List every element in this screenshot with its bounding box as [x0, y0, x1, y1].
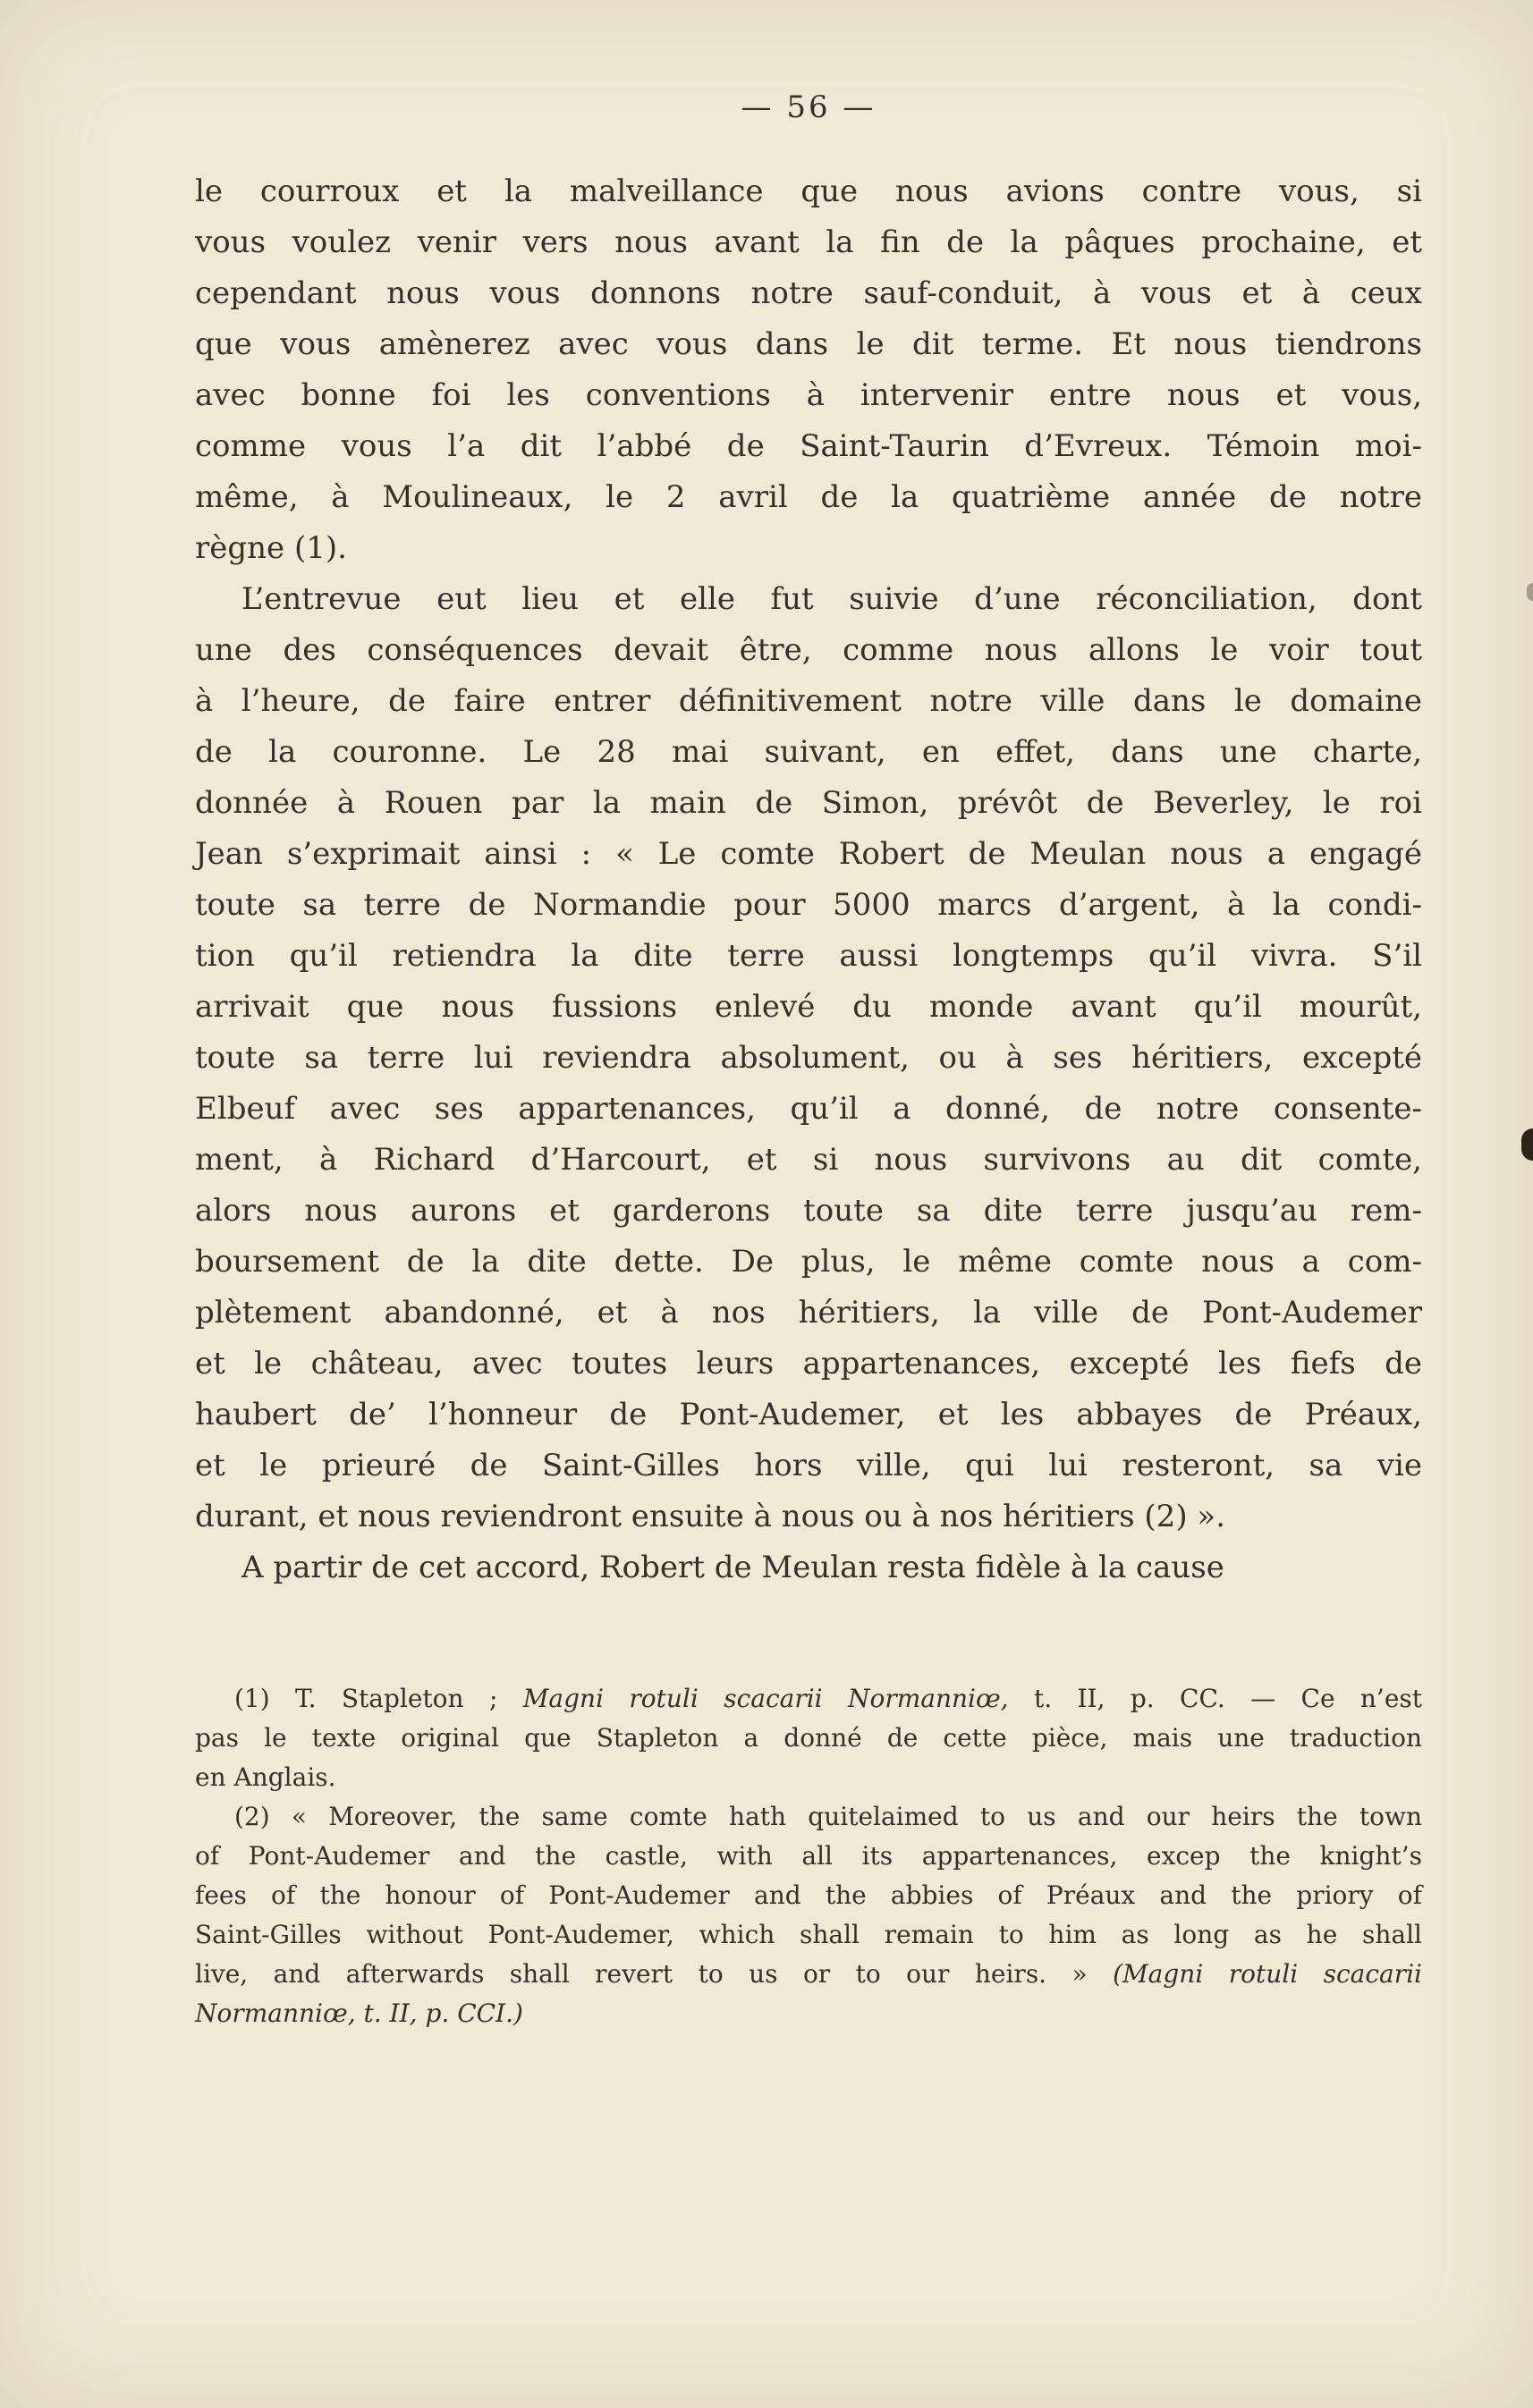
footnote-text: (1) T. Stapleton ; [234, 1684, 523, 1713]
body-line: arrivait que nous fussions enlevé du monde avant qu’il mourût, [195, 989, 1422, 1025]
footnote-text: t. II, p. CC. — Ce n’est [1008, 1684, 1423, 1713]
footnote-text: pas le texte original que Stapleton a donné de cette pièce, mais une traduction [195, 1723, 1422, 1753]
body-line: cependant nous vous donnons notre sauf-conduit, à vous et à ceux [195, 275, 1422, 311]
body-line: comme vous l’a dit l’abbé de Saint-Taurin d’Evreux. Témoin moi- [195, 428, 1422, 464]
footnote-line [195, 1758, 1422, 1797]
paragraph [195, 166, 1422, 574]
footnote [195, 1797, 1422, 2033]
body-line: une des conséquences devait être, comme nous allons le voir tout [195, 632, 1422, 668]
footnotes [195, 1679, 1422, 2033]
footnote-text: en Anglais. [195, 1762, 336, 1792]
scan-artifact [1527, 583, 1533, 601]
footnote-text: (2) « Moreover, the same comte hath quitelaimed to us and our heirs the town [234, 1802, 1422, 1831]
body-line: A partir de cet accord, Robert de Meulan resta fidèle à la cause [241, 1550, 1224, 1585]
footnote-text: Saint-Gilles without Pont-Audemer, which shall remain to him as long as he shall [195, 1920, 1422, 1949]
body-line: L’entrevue eut lieu et elle fut suivie d’une réconciliation, dont [241, 581, 1422, 617]
body-line: toute sa terre lui reviendra absolument, ou à ses héritiers, excepté [195, 1040, 1422, 1076]
body-line: plètement abandonné, et à nos héritiers, la ville de Pont-Audemer [195, 1295, 1422, 1331]
footnote-line [195, 1994, 1422, 2033]
footnote-italic-text: Normanniœ, [195, 1998, 356, 2028]
body-line: Jean s’exprimait ainsi : « Le comte Robert de Meulan nous a engagé [195, 836, 1422, 872]
body-line: même, à Moulineaux, le 2 avril de la quatrième année de notre [195, 479, 1422, 515]
footnote [195, 1679, 1422, 1797]
body-line: vous voulez venir vers nous avant la fin de la pâques prochaine, et [195, 224, 1422, 260]
body-line: avec bonne foi les conventions à intervenir entre nous et vous, [195, 377, 1422, 413]
body-line: Elbeuf avec ses appartenances, qu’il a donné, de notre consente- [195, 1091, 1422, 1127]
body-line: boursement de la dite dette. De plus, le même comte nous a com- [195, 1244, 1422, 1280]
body-line: ment, à Richard d’Harcourt, et si nous survivons au dit comte, [195, 1142, 1422, 1178]
body-line: alors nous aurons et garderons toute sa dite terre jusqu’au rem- [195, 1193, 1422, 1229]
footnote-italic-text: (Magni rotuli scacarii [1113, 1959, 1422, 1989]
body-line: haubert de’ l’honneur de Pont-Audemer, et les abbayes de Préaux, [195, 1397, 1422, 1432]
page-number: — 56 — [741, 89, 877, 125]
footnote-line [195, 1797, 1422, 1837]
body-line: de la couronne. Le 28 mai suivant, en effet, dans une charte, [195, 734, 1422, 770]
footnote-line [195, 1955, 1422, 1994]
footnote-line [195, 1837, 1422, 1876]
body-line: toute sa terre de Normandie pour 5000 marcs d’argent, à la condi- [195, 887, 1422, 923]
body-line: durant, et nous reviendront ensuite à nous ou à nos héritiers (2) ». [195, 1499, 1225, 1534]
body-line: à l’heure, de faire entrer définitivement notre ville dans le domaine [195, 683, 1422, 719]
body-text [195, 166, 1422, 1593]
footnote-text: live, and afterwards shall revert to us or to our heirs. » [195, 1959, 1114, 1989]
footnote-line [195, 1679, 1422, 1719]
footnote-line [195, 1915, 1422, 1955]
body-line: et le prieuré de Saint-Gilles hors ville, qui lui resteront, sa vie [195, 1448, 1422, 1483]
paragraph [195, 574, 1422, 1542]
footnote-text: fees of the honour of Pont-Audemer and the abbies of Préaux and the priory of [195, 1880, 1422, 1910]
body-line: tion qu’il retiendra la dite terre aussi longtemps qu’il vivra. S’il [195, 938, 1422, 974]
footnote-line [195, 1719, 1422, 1758]
scan-artifact [1521, 1128, 1533, 1161]
body-line: donnée à Rouen par la main de Simon, prévôt de Beverley, le roi [195, 785, 1422, 821]
footnote-line [195, 1876, 1422, 1915]
footnote-italic-text: t. II, p. CCI.) [355, 1998, 523, 2028]
footnote-italic-text: Magni rotuli scacarii Normanniœ, [522, 1684, 1009, 1713]
body-line: que vous amènerez avec vous dans le dit terme. Et nous tiendrons [195, 326, 1422, 362]
body-line: et le château, avec toutes leurs appartenances, excepté les fiefs de [195, 1346, 1422, 1381]
footnote-text: of Pont-Audemer and the castle, with all its appartenances, excep the knight’s [195, 1841, 1422, 1871]
paragraph [195, 1542, 1422, 1593]
body-line: le courroux et la malveillance que nous avions contre vous, si [195, 173, 1422, 209]
body-line: règne (1). [195, 530, 347, 566]
